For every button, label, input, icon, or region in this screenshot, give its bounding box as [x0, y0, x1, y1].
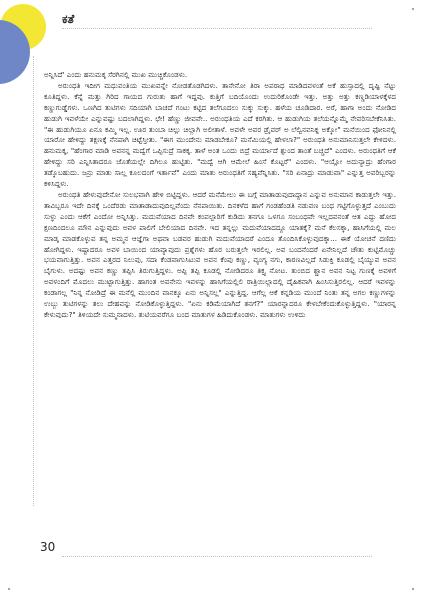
paragraph: ಅನ್ನಿಸಿದೆ' ಎಂದು ಹನುಮಕ್ಕ ಸೆರಗಿನಲ್ಲಿ ಮುಖ ಮುಚ್ಚಿಕೊಂಡಳು. [44, 70, 188, 79]
story-body [44, 70, 396, 321]
section-title: ಕತೆ [62, 12, 75, 26]
paragraph: ಅರುಂಧತಿ ಹೇಳುವುದೇನೋ ಸುಲಭವಾಗಿ ಹೇಳಿ ಬಿಟ್ಟಿದ್ದಳು. ಆದರೆ ಮನೆಮೇಲು ಈ ಬಗ್ಗೆ ಮಾತಾಡುವುದಾದ್ದಾನ ಎನ್ನುವ ಅನುಮಾನ ಕಾಡುತ್ತಲೇ ಇತ್ತು. ತಾವಿಬ್ಬರೂ ಇದೇ ದಿನಕ್ಕೆ ಒಂದೆರಡು ಮಾತಾಡಾದುವುದಿಲ್ಲವೆಂದು ನೆನಪಾಯಿತು. ದಿನಕಳೆದ ಹಾಗೆ ಗಂಡಹೆಂಡತಿ ನಡುವಣ ಬಂಧ ಗಟ್ಟಿಗೊಳ್ಳುತ್ತದೆ ಎಂಬುದು ಸುಳ್ಳು ಎಂದು ಆಕೆಗೆ ಎಂದೋ ಅನ್ನಿಸಿತ್ತು. ಮದುವೆಯಾದ ದಿನವೇ ಕಂಪಲ್ಪಾರಿಗೆ ಕುಡಿದು ತನಗೂ ಒಳಗೂ ಸಂಬಂಧವೇ ಇಲ್ಲದವನಂತೆ ಆತ ಎದ್ದು ಹೋದ ಕ್ಷಣದಿಂದಲೂ ಮೌನ ಎನ್ನುವುದು ಅವಳ ಪಾಲಿಗೆ ಬೇಲಿಯಾದ ದಿನವೇ. ಇದ ತನ್ನಲ್ಲು ಮದುವೆಯಾದದ್ದೂ ಯಾತಕ್ಕೆ? ಮನೆ ಕೆಲಸಕ್ಕಾ, ಹಾಸಿಗೆಯಲ್ಲಿ ಮಲ ಮಾಡ್ಕ ಮಾಡಕೊಳ್ಳುವ ತನ್ನ ಅಮ್ಮನ ಆಜ್ಞೆಗಾ ಅಥವಾ ಬಡವರ ಹುಡುಗಿ ಮದುವೆಯಾದರೆ ಎಂದೂ ತೊಂದಿಸಿಕೊಳ್ಳುವುದಕ್ಕಾ... ಈಕೆ ಯೋಚನೆ ದಣಿದು ಹೋಗಿದ್ದಳು. ಇಷ್ಟಾದರೂ ಅವಳ ಬಾಯಿಂದ ಯಾವ್ಯಾವುದು ಪ್ರಶ್ನೆಗಳು ಹೊರ ಬರುತ್ತಲೇ ಇರಲಿಲ್ಲ. ಅವ ಬಂದನೆಂದರೆ ಏನೇನಿಲ್ಲದೆ ಚೌತು ಕುಟ್ಟಿಮೊಚ್ಚು ಭಯವಾಗುತ್ತಿತ್ತು. ಅವನ ಎತ್ತರದ ನಿಲುವು, ಸದಾ ಕೆಂಡವಾಗುಸಿಟುವ ಅವನ ಕೆಂಪು ಕಣ್ಣು, ವ್ಯಂಗ್ಯ ನಗು, ಕಾರಣವಿಲ್ಲದೆ ಸಿಡುಕ್ತಿ ಕೂಡಲ್ಲಿ ಬೈಯ್ಯುವ ಅವನ ಬೈಗುಳು. ಅದಷ್ಟು ಅವನ ಕಣ್ಣು ತಪ್ಪಿಸಿ ತಿರುಗುತ್ತಿದ್ದಳು. ಅಪ್ಪಿ ತಪ್ಪಿ ಕೂಡಲ್ಲಿ ನೋಡಿದರೂ ತಿಕ್ತ್ಯ ನೋಟ. ತುಂಬಿದ ಶ್ಲ್ರಾನ ಅವನ ನಿಟ್ಟ ಗುಣಕ್ಕೆ ಅವಳಿಗೆ ಅವಳಂದಿಗೆ ಮೊದಲು ಮುಟ್ಟಾಗುತ್ತಿತ್ತು. ಹಾಗಂತ ಅವನೇನು ಇವಳನ್ನು ಹಾಸಿಗೆಯಲ್ಲಿಲಿ ರಾತ್ರಿಯಿಲ್ಲಾದಲ್ಲಿ ದೈಹಿಕವಾಗಿ ಹಿಂಸಿಸುತ್ತಿರಲಿಲ್ಲ. ಆದರೆ ಇವಳನ್ನು ಕಂಡಾಗಲ್ಲ "ನಿನ್ನ ನೋಡಿದ್ರೆ ಈ ಮನೆಲ್ಲಿ ಮುಂದಿನ ವಾನಕ್ಕೂ ಏನು ಅನ್ನಿಸಲ್ಲ" ಎನ್ನುತ್ತಿದ್ದ. ಆಗೆಲ್ಲ ಆಕೆ ಕನ್ನಡಿಯ ಮುಂದೆ ನಿಂತು ತನ್ನ ಅಗಲ ಕಣ್ಣುಗಳನ್ನು ಉಬ್ಬು ತುಟಿಗಳನ್ನು ತಲು ದೇಹವನ್ನು ನೋಡಿಕೊಳ್ಳುತ್ತಿದ್ದಳು. "ಏನು ಕಡಿಮೆಯಾಗಿದೆ ತನಗೆ?" ಯಾರನ್ನಾದರೂ ಕೇಳಬೇಕೆಂದುಕೊಳ್ಳುತ್ತಿದ್ದಳು. "ಯಾರನ್ನ ಕೇಳುವುದು?" ತಿಳಿಯದೇ ಸುಮ್ಮನಾದಳು. ತುಟಿಯವರೆಗೂ ಬಂದ ಮಾತುಗಳ ಹಿಡಿದುಕೊಂಡಳು. ಮಾತುಗಳು ಉಳಿದು [44, 189, 396, 319]
crop-mark [8, 588, 10, 590]
header-divider [62, 28, 372, 29]
page-number: 30 [40, 540, 56, 554]
margin-divider [33, 56, 34, 506]
paragraph: ಅರುಂಧತಿ ಇದೀಗ ಮಧುವಂತಿಯ ಮುಖವನ್ನೇ ನೋಡತೊಡಗಿದಳು. ತಾನೇನೋ ತಿರಾ ಅಪರಾಧ ಮಾಡಿದವಳಂತೆ ಅಕೆ ಹುಸ್ಸಾದಲ್ಲಿ ದೃಷ್ಟಿ ನೆಟ್ಟು ಕೂತಿದ್ದಳು. ಕೆನ್ನೆ ಮತ್ತು ಗಿರಿದ ಗಾಯದ ಗುರುತು ಹಾಗೆ ಇದ್ದವು. ಕುತ್ತಿಗೆ ಬದಿಯೊಂದು ಉದುರಿಕೊಂಡೇ ಇತ್ತು. ಅತ್ತು ಅತ್ತು ಕಣ್ಣಡಿಯಾಳಕ್ಕೆಳದ ಕಣ್ಣುಗುಡ್ಡೆಗಳು. ಒಣಗಿದ ತುಟಿಗಳು ಸದಿಯಾಗಿ ಬಾಚದೆ ಗಂಟು ಕಟ್ಟಿದ ತಲೆಗೂದಲು ಸುಕ್ಕು ಸುಕ್ಕು. ಹಳೆಯ ಚೂಡಿದಾರ. ಅರೆ, ಹಾಗಾ ಅಂದು ನೋಡಿದ ಹುಡುಗಿ ಇವಳೆಯೇ ಎನ್ನುವಷ್ಟು ಬದಲಾಗಿದ್ದಳು. ಛೇ! ಹೆಣ್ಣು ಜೀವವೇ.. ಅರುಂಧತಿಯ ಎದೆ ಕರಗಿತು. ಆ ಹುಡುಗಿಯ ತಲೆಯನ್ನೊಮ್ಮೆ ನೇವರಿಸಬೇಕೆನಿಸಿತು. "ಈ ಹುಡುಗಿಯೂ ಏನೂ ಕಮ್ಮಿ ಇಲ್ಲ. ಊರ ತುಂಬಾ ಚಿಲ್ಲು ಚಿಲ್ಲಾಗಿ ಅಲೀತಾಳೆ. ಅವಳೇ ಅವರ ಡ್ರೈವರ್ ಅ ಲೆಲ್ವಿನವನಿಕ್ನ ಅಕ್ಕೋ" ಮನೆಯಿಂದ ಫೋನಿನಲ್ಲಿ ಯಾರೋ ಹೇಳಿದ್ದು ತಕ್ಷಣಕ್ಕೆ ನೆನಪಾಗಿ ಚಿಟ್ಟೆಸ್ತೀತು. "ಈಗ ಮುಂದೇನು ಮಾಡಬೇಕೂ? ಮನೆಮಿಯಲ್ಲಿ ಹೇಳಲಾ?" ಅರುಂಧತಿ ಅನುಮಾನಿಸುತ್ತಲೇ ಕೇಳಿದಳು. ಹನುಮಕ್ಕ, "ಹೆಂಗಾರ ಮಾಡಿ ಅವನನ್ನ ಮದ್ವೆಗೆ ಒಪ್ಪಿಸುದ್ರೆ ಸಾಕಕ್ಕ. ತಾಳೆ ಅಂತ ಒಂದು ಬಿದ್ರೆ ಮರ್ಯಾದೆ ಶ್ಪುಂದ ತಾಂತೆ ಬಚ್ಚದೆ" ಎಂದಳು. ಅರುಂಧತಿಗೆ ಆಕೆ ಹೇಳಿದ್ದು ಸರಿ ಎನ್ನಿಸಿತಾದರೂ ಜೊತೆಯಲ್ಲೇ ದಿಗಿಲೂ ಹುಟ್ಟಿತು. "ಮದ್ವೆ ಆಗಿ ಆಮೇಲೆ ಹಿಂಸೆ ಕೊಟ್ಟರೆ" ಎಂದಳು. "ಆಯ್ಲೋ ಅದುನ್ಯಾದ್ರು ಹೆಂಗಾರ ತಡ್ಕೊಬಹುದು. ಜನ್ರು ಮಾತು ಸಾಲ್ಲ ಕೂಲದಂಗೆ ಇರ್ತಾವೆ" ಎಂದು ಮಾತು ಅರುಂಧತಿಗೆ ಸಹ್ಯವೆನ್ನಿಸಿತು. "ಸರಿ ಏನಾದ್ರು ಮಾಡುವಾ" ಎನ್ನುತ್ತ ಅವರಿಬ್ಬರನ್ನು ಕಳಿಸಿದ್ದಳು. [44, 80, 396, 189]
crop-mark [412, 588, 414, 590]
footer-divider [62, 556, 372, 557]
crop-mark [412, 8, 414, 10]
